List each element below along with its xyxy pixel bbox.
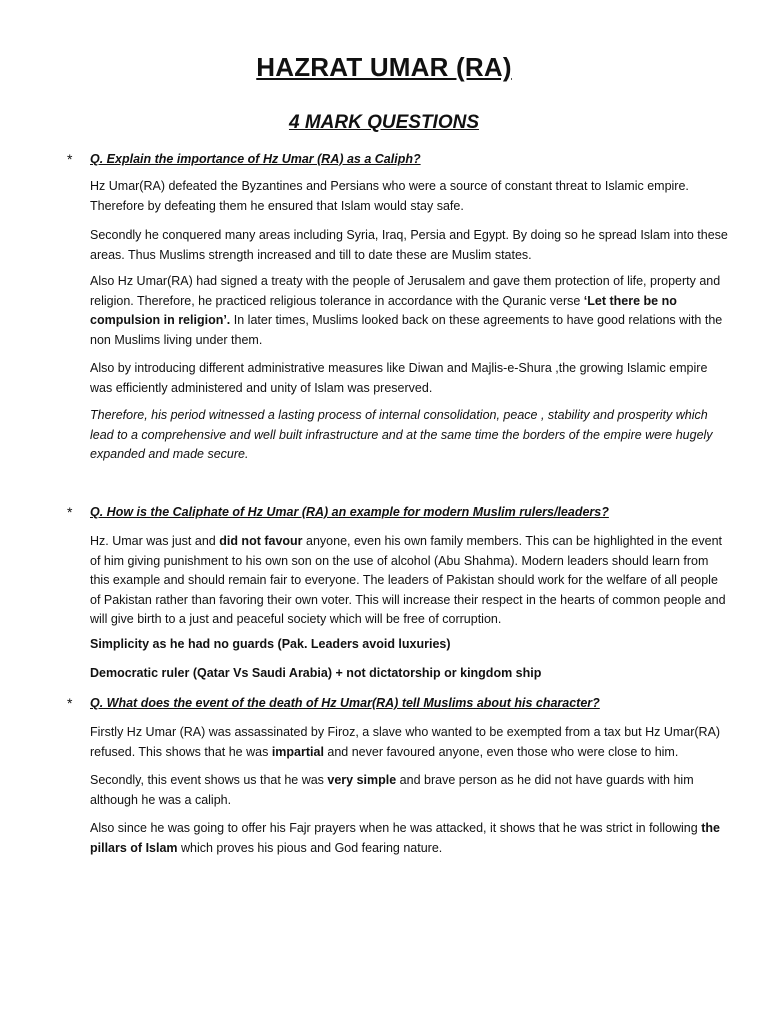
bullet-marker: * — [67, 695, 73, 711]
q3-paragraph-3-text: Also since he was going to offer his Fajr prayers when he was attacked, it shows that he was strict in following — [90, 821, 702, 835]
q2-paragraph-1-text-end: anyone, even his own family members. This can be highlighted in the event of him giving punishment to his own son on the use of alcohol (Abu Shahma). Modern leaders should learn from this example and should remain fair to everyone. The leaders of Pakistan should work for the welfare of all people of Pakistan rather than favoring their own voter. This will increase their respect in the hearts of common people and will give birth to a just and peaceful society which will be free of corruption. — [90, 534, 726, 626]
q1-conclusion-paragraph: Therefore, his period witnessed a lasting process of internal consolidation, peace , stability and prosperity which lead to a comprehensive and well built infrastructure and at the same time the borders of the empire were hugely expanded and made secure. — [90, 408, 713, 461]
q3-paragraph-3-text-end: which proves his pious and God fearing nature. — [177, 840, 443, 855]
page-subtitle: 4 MARK QUESTIONS — [288, 112, 480, 133]
q1-paragraph-4: Also by introducing different administrative measures like Diwan and Majlis-e-Shura ,the growing Islamic empire was efficiently administered and unity of Islam was preserved. — [90, 361, 708, 395]
q1-paragraph-3-text: Also Hz Umar(RA) had signed a treaty with the people of Jerusalem and gave them protection of life, property and religion. Therefore, he practiced religious tolerance in accordance with the Quranic verse — [90, 274, 721, 308]
page-title: HAZRAT UMAR (RA) — [256, 52, 512, 82]
q1-paragraph-1: Hz Umar(RA) defeated the Byzantines and Persians who were a source of constant threat to Islamic empire. Therefore by defeating them he ensured that Islam would stay safe. — [90, 179, 689, 213]
q3-paragraph-2-text: Secondly, this event shows us that he was — [90, 773, 328, 787]
q2-paragraph-1 — [90, 532, 730, 630]
q3-paragraph-2-text-end: and brave person as he did not have guards with him although he was a caliph. — [90, 773, 694, 807]
q1-paragraph-2: Secondly he conquered many areas including Syria, Iraq, Persia and Egypt. By doing so he spread Islam into these areas. Thus Muslims strength increased and till to date these are Muslim states. — [90, 228, 728, 262]
q1-paragraph-3 — [90, 272, 730, 350]
q3-paragraph-1 — [90, 723, 730, 762]
q2-paragraph-1-text: Hz. Umar was just and — [90, 534, 220, 548]
impartial-emphasis: impartial — [271, 744, 324, 759]
question-1-heading: Q. Explain the importance of Hz Umar (RA) as a Caliph? — [90, 152, 421, 166]
did-not-favour-emphasis: did not favour — [219, 534, 303, 548]
quranic-verse-emphasis: ‘Let there be no compulsion in religion’. — [90, 293, 677, 327]
q3-paragraph-1-text-end: and never favoured anyone, even those who were close to him. — [323, 744, 679, 759]
q3-paragraph-1-text: Firstly Hz Umar (RA) was assassinated by Firoz, a slave who wanted to be exempted from a tax but Hz Umar(RA) refused. This shows that he was — [90, 725, 721, 759]
bullet-marker: * — [67, 151, 73, 167]
q2-point-simplicity: Simplicity as he had no guards (Pak. Leaders avoid luxuries) — [90, 637, 451, 651]
q3-paragraph-3 — [90, 819, 730, 858]
pillars-of-islam-emphasis: the pillars of Islam — [90, 821, 720, 855]
q2-point-democratic: Democratic ruler (Qatar Vs Saudi Arabia) + not dictatorship or kingdom ship — [90, 666, 542, 680]
question-2-heading: Q. How is the Caliphate of Hz Umar (RA) an example for modern Muslim rulers/leaders? — [90, 505, 609, 519]
very-simple-emphasis: very simple — [327, 773, 397, 787]
question-3-heading: Q. What does the event of the death of Hz Umar(RA) tell Muslims about his character? — [90, 696, 600, 710]
q1-paragraph-3-text-end: In later times, Muslims looked back on these agreements to have good relations with the non Muslims living under them. — [90, 313, 723, 347]
bullet-marker: * — [67, 504, 73, 520]
q3-paragraph-2 — [90, 771, 730, 810]
